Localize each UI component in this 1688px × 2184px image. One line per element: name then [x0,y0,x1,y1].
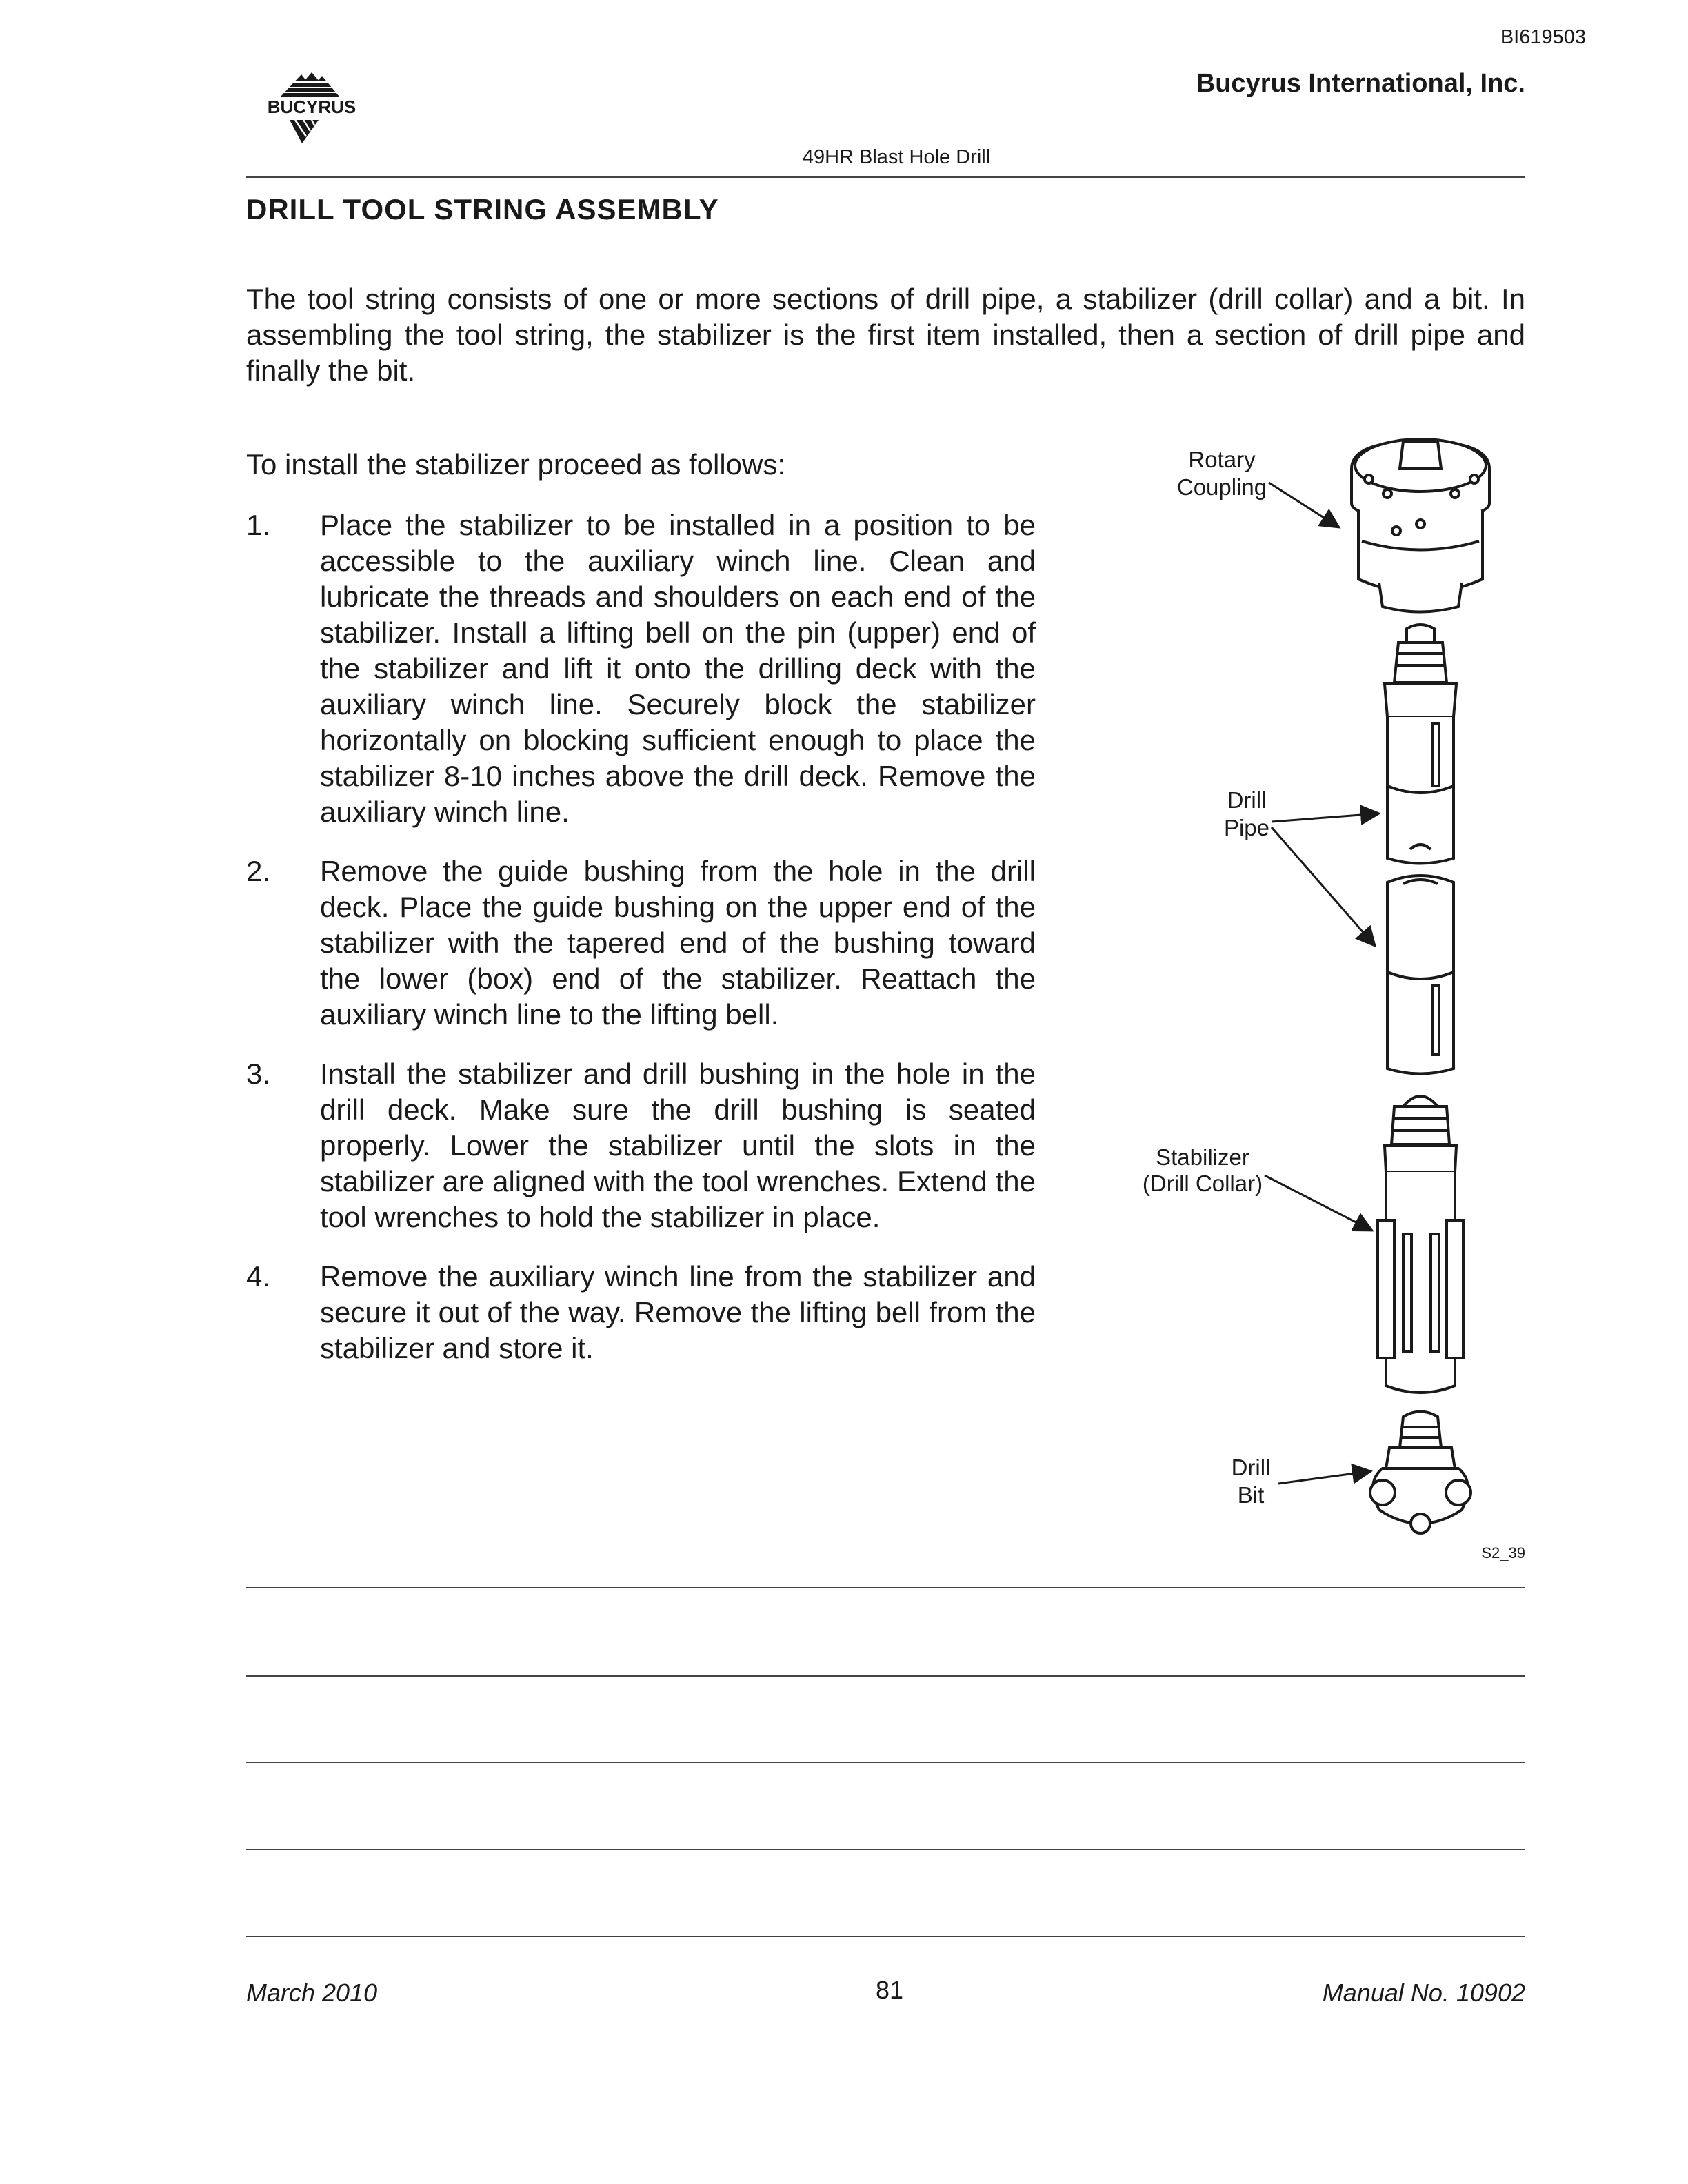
label-stabilizer-line2: (Drill Collar) [1142,1171,1263,1196]
label-rotary-line1: Rotary [1188,447,1256,472]
step-number: 1. [246,509,271,541]
step-item [246,1056,1036,1235]
leader-bit [1278,1471,1371,1484]
intro-paragraph: The tool string consists of one or more sections of drill pipe, a stabilizer (drill collar) and a bit. In assembling the tool string, the stabilizer is the first item installed, then a section of drill pipe and finally the bit. [246,283,1525,387]
step-number: 4. [246,1260,271,1293]
procedure-lead: To install the stabilizer proceed as follows: [246,448,786,481]
header-rule [246,176,1525,178]
label-pipe-line2: Pipe [1223,815,1270,840]
step-item [246,853,1036,1033]
page-number: 81 [875,1976,904,2004]
bucyrus-logo [243,69,381,152]
logo-text: BUCYRUS [267,97,356,117]
procedure-steps [246,507,1036,1390]
drill-bit-drawing [1370,1412,1471,1534]
manual-subtitle: 49HR Blast Hole Drill [802,146,991,168]
leader-pipe-lower [1272,827,1375,946]
note-line [246,1849,1525,1850]
drill-pipe-upper-drawing [1385,625,1456,864]
label-bit-line1: Drill [1231,1455,1271,1480]
figure-labels [1143,447,1525,1561]
leader-rotary [1269,483,1339,527]
leader-lines [1265,483,1379,1484]
label-pipe-line1: Drill [1227,787,1267,813]
label-stabilizer-line1: Stabilizer [1156,1144,1249,1170]
note-line [246,1936,1525,1937]
step-number: 3. [246,1058,271,1090]
step-number: 2. [246,855,271,887]
step-item [246,507,1036,830]
document-id: BI619503 [1500,26,1586,48]
note-line [246,1675,1525,1677]
step-text: Remove the guide bushing from the hole in the drill deck. Place the guide bushing on the upper end of the stabilizer with the tapered end of the bushing toward the lower (box) end of the stabilizer. Reattach the auxiliary winch line to the lifting bell. [320,855,1036,1031]
label-bit-line2: Bit [1237,1482,1265,1508]
tool-string-figure [1131,427,1545,1572]
step-text: Remove the auxiliary winch line from the stabilizer and secure it out of the way. Remove the lifting bell from the stabilizer and store it. [320,1260,1036,1364]
rotary-coupling-drawing [1352,439,1489,612]
company-name: Bucyrus International, Inc. [1196,69,1525,98]
drill-pipe-lower-drawing [1387,876,1454,1074]
step-text: Install the stabilizer and drill bushing in the hole in the drill deck. Make sure the drill bushing is seated properly. Lower the stabilizer until the slots in the stabilizer are aligned with the tool wrenches. Extend the tool wrenches to hold the stabilizer in place. [320,1058,1036,1233]
note-line [246,1762,1525,1763]
step-item [246,1259,1036,1366]
section-title: DRILL TOOL STRING ASSEMBLY [246,193,719,225]
leader-pipe-upper [1272,813,1379,822]
footer-date: March 2010 [246,1979,378,2007]
note-line [246,1587,1525,1588]
stabilizer-drawing [1378,1096,1463,1393]
leader-stabilizer [1265,1175,1372,1231]
label-rotary-line2: Coupling [1176,474,1267,500]
figure-code: S2_39 [1481,1544,1525,1561]
step-text: Place the stabilizer to be installed in a position to be accessible to the auxiliary winch line. Clean and lubricate the threads and shoulders on each end of the stabilizer. Install a lifting bell on the pin (upper) end of the stabilizer and lift it onto the drilling deck with the auxiliary winch line. Securely block the stabilizer horizontally on blocking sufficient enough to place the stabilizer 8-10 inches above the drill deck. Remove the auxiliary winch line. [320,509,1036,828]
manual-number: Manual No. 10902 [1322,1979,1525,2007]
